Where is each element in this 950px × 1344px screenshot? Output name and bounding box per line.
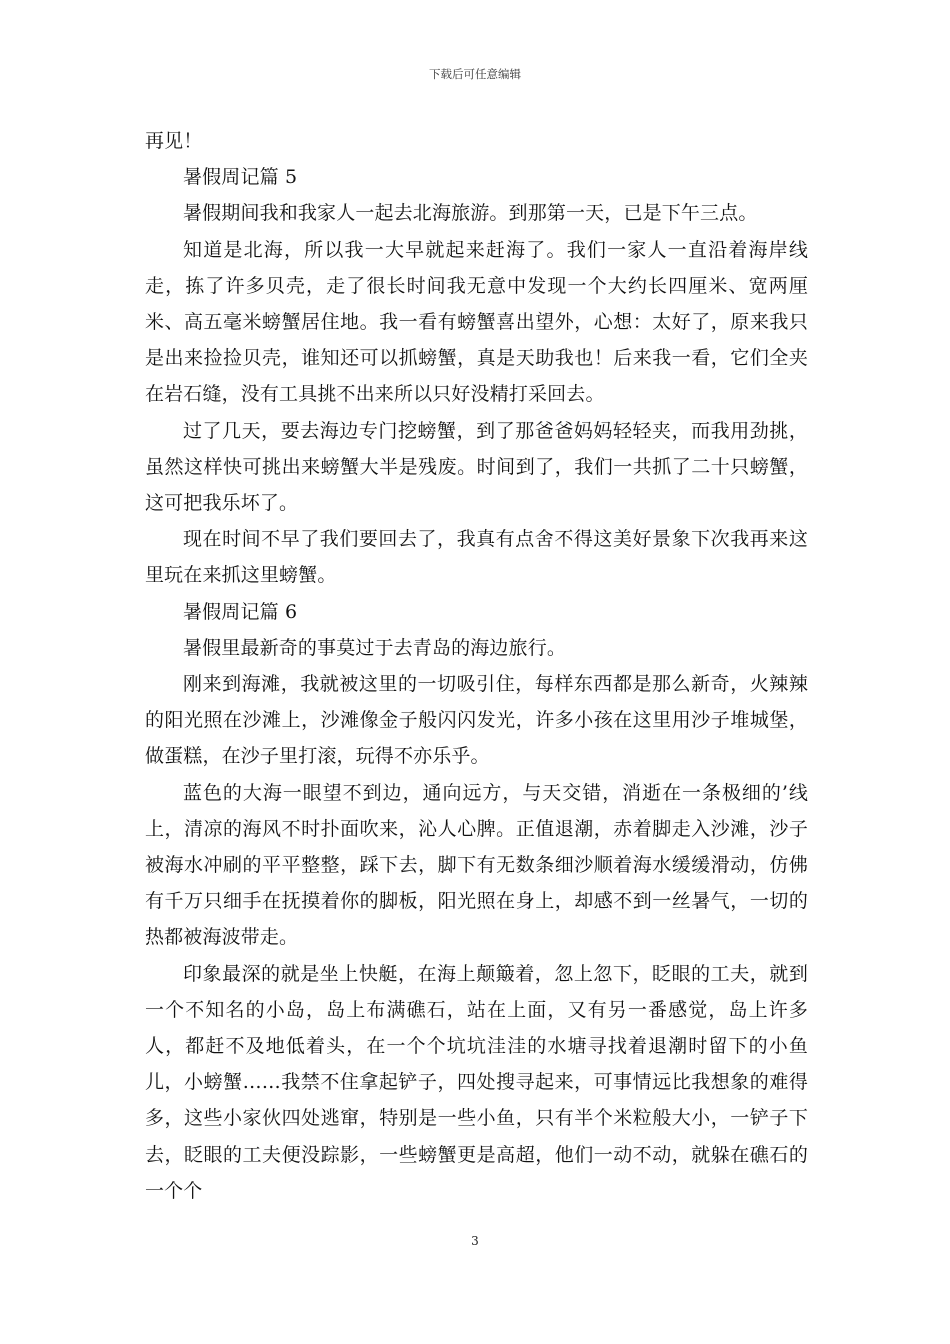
paragraph: 刚来到海滩，我就被这里的一切吸引住，每样东西都是那么新奇，火辣辣的阳光照在沙滩上，沙滩像金子般闪闪发光，许多小孩在这里用沙子堆城堡，做蛋糕，在沙子里打滚，玩得不亦乐乎。 xyxy=(145,673,808,768)
document-body xyxy=(145,123,808,1209)
paragraph: 蓝色的大海一眼望不到边，通向远方，与天交错，消逝在一条极细的’线上，清凉的海风不时扑面吹来，沁人心脾。正值退潮，赤着脚走入沙滩，沙子被海水冲刷的平平整整，踩下去，脚下有无数条细沙顺着海水缓缓滑动，仿佛有千万只细手在抚摸着你的脚板，阳光照在身上，却感不到一丝暑气，一切的热都被海波带走。 xyxy=(145,781,808,949)
paragraph: 暑假期间我和我家人一起去北海旅游。到那第一天，已是下午三点。 xyxy=(183,202,758,225)
section-heading: 暑假周记篇 6 xyxy=(183,600,298,623)
paragraph: 知道是北海，所以我一大早就起来赶海了。我们一家人一直沿着海岸线走，拣了许多贝壳，走了很长时间我无意中发现一个大约长四厘米、宽两厘米、高五毫米螃蟹居住地。我一看有螃蟹喜出望外，心想：太好了，原来我只是出来捡捡贝壳，谁知还可以抓螃蟹，真是天助我也！后来我一看，它们全夹在岩石缝，没有工具挑不出来所以只好没精打采回去。 xyxy=(145,238,808,406)
page-header: 下载后可任意编辑 xyxy=(429,67,521,81)
paragraph: 印象最深的就是坐上快艇，在海上颠簸着，忽上忽下，眨眼的工夫，就到一个不知名的小岛，岛上布满礁石，站在上面，又有另一番感觉，岛上许多人，都赶不及地低着头，在一个个坑坑洼洼的水塘寻找着退潮时留下的小鱼儿，小螃蟹……我禁不住拿起铲子，四处搜寻起来，可事情远比我想象的难得多，这些小家伙四处逃窜，特别是一些小鱼，只有半个米粒般大小，一铲子下去，眨眼的工夫便没踪影，一些螃蟹更是高超，他们一动不动，就躲在礁石的一个个 xyxy=(145,962,808,1202)
page-number: 3 xyxy=(471,1234,479,1248)
paragraph: 暑假里最新奇的事莫过于去青岛的海边旅行。 xyxy=(183,636,567,659)
paragraph: 过了几天，要去海边专门挖螃蟹，到了那爸爸妈妈轻轻夹，而我用劲挑，虽然这样快可挑出来螃蟹大半是残废。时间到了，我们一共抓了二十只螃蟹，这可把我乐坏了。 xyxy=(145,419,808,515)
section-heading: 暑假周记篇 5 xyxy=(183,166,298,189)
paragraph: 再见！ xyxy=(145,130,203,152)
paragraph: 现在时间不早了我们要回去了，我真有点舍不得这美好景象下次我再来这里玩在来抓这里螃蟹。 xyxy=(145,528,808,587)
